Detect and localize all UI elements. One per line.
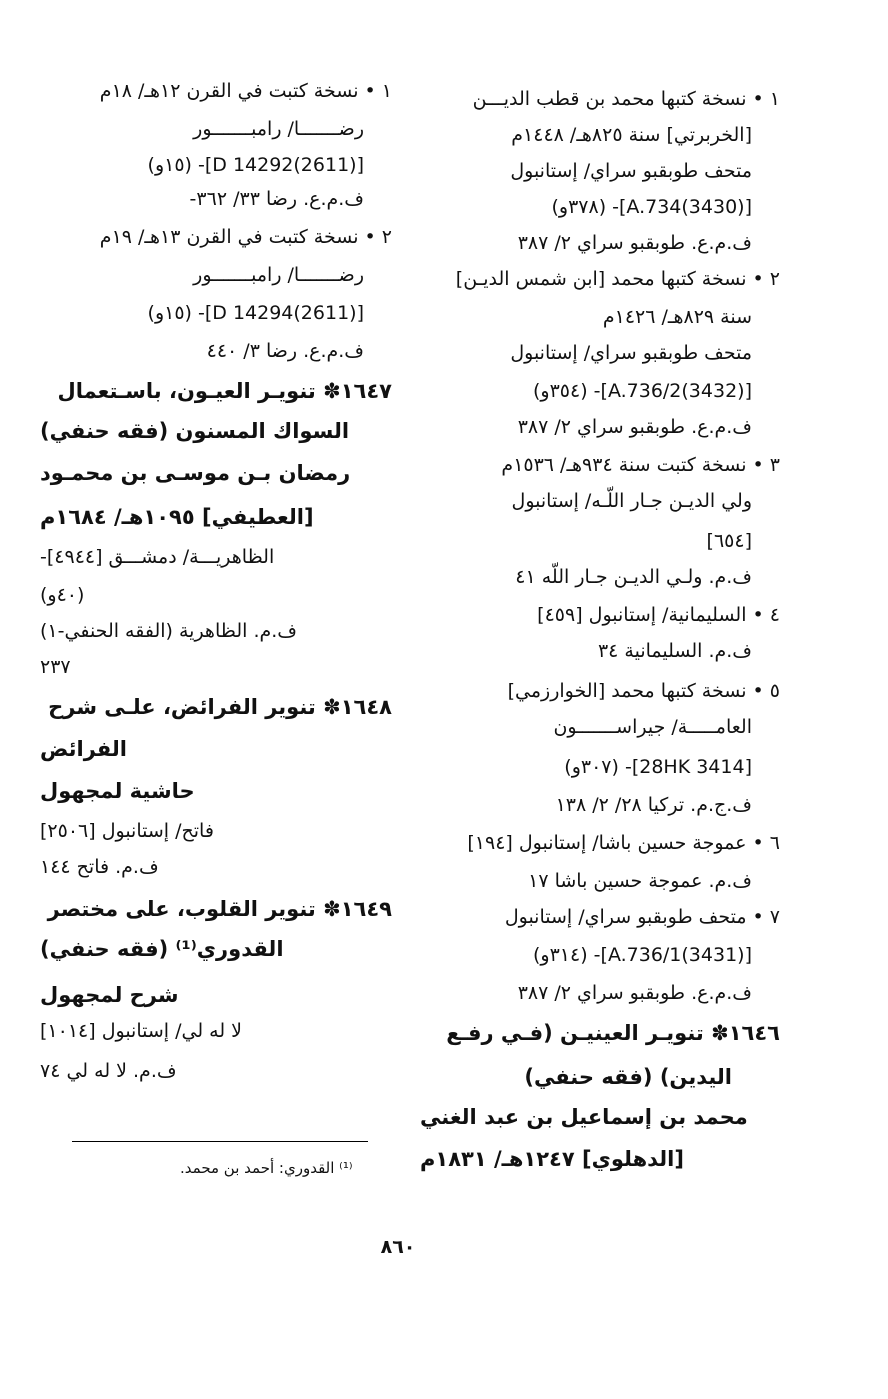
entry-text-line: [28HK 3414]- (٣٠٧و) bbox=[564, 756, 752, 778]
entry-text-line: ٢٣٧ bbox=[40, 656, 71, 678]
entry-heading-line: القدوري⁽¹⁾ (فقه حنفي) bbox=[40, 937, 284, 961]
entry-text-line: ف.م.ع. طوبقبو سراي ٢/ ٣٨٧ bbox=[517, 232, 752, 254]
entry-text-line: فاتح/ إستانبول [٢٥٠٦] bbox=[40, 820, 214, 842]
entry-text-line: رضـــــــا/ رامبـــــــور bbox=[193, 264, 364, 286]
entry-text-line: ١ • نسخة كتبها محمد بن قطب الديـــن bbox=[472, 88, 780, 110]
entry-heading-line: [العطيفي] ١٠٩٥هـ/ ١٦٨٤م bbox=[40, 505, 314, 529]
entry-text-line: سنة ٨٢٩هـ/ ١٤٢٦م bbox=[602, 306, 752, 328]
entry-text-line: [٦٥٤] bbox=[706, 530, 752, 552]
entry-text-line: ف.م.ع. طوبقبو سراي ٢/ ٣٨٧ bbox=[517, 416, 752, 438]
entry-text-line: ف.م. فاتح ١٤٤ bbox=[40, 856, 159, 878]
entry-text-line: [A.734(3430)]- (٣٧٨و) bbox=[551, 196, 752, 218]
entry-text-line: ف.م. الظاهرية (الفقه الحنفي-١) bbox=[40, 620, 297, 642]
entry-heading-line: [الدهلوي] ١٢٤٧هـ/ ١٨٣١م bbox=[420, 1147, 684, 1171]
entry-heading-line: ١٦٤٧✽ تنويـر العيـون، باسـتعمال bbox=[57, 379, 392, 403]
entry-text-line: العامـــــة/ جيراســـــــون bbox=[553, 716, 752, 738]
entry-text-line: الظاهريـــة/ دمشـــق [٤٩٤٤]- bbox=[40, 546, 275, 568]
entry-text-line: [D 14294(2611)]- (١٥و) bbox=[147, 302, 364, 324]
entry-text-line: رضـــــــا/ رامبـــــــور bbox=[193, 118, 364, 140]
entry-text-line: ٢ • نسخة كتبها محمد [ابن شمس الديـن] bbox=[455, 268, 780, 290]
entry-text-line: لا له لي/ إستانبول [١٠١٤] bbox=[40, 1020, 243, 1042]
entry-heading-line: ١٦٤٨✽ تنوير الفرائض، علـى شرح bbox=[48, 695, 392, 719]
entry-heading-line: شرح لمجهول bbox=[40, 983, 179, 1007]
entry-text-line: ف.م. السليمانية ٣٤ bbox=[597, 640, 752, 662]
footnote: ⁽¹⁾ القدوري: أحمد بن محمد. bbox=[180, 1159, 353, 1177]
entry-text-line: ٥ • نسخة كتبها محمد [الخوارزمي] bbox=[507, 680, 780, 702]
entry-heading-line: ١٦٤٦✽ تنويـر العينيـن (فـي رفـع bbox=[446, 1021, 780, 1045]
entry-text-line: [A.736/1(3431)]- (٣١٤و) bbox=[532, 944, 752, 966]
entry-text-line: ٤ • السليمانية/ إستانبول [٤٥٩] bbox=[537, 604, 780, 626]
entry-text-line: متحف طوبقبو سراي/ إستانبول bbox=[510, 342, 752, 364]
entry-text-line: ف.م.ع. طوبقبو سراي ٢/ ٣٨٧ bbox=[517, 982, 752, 1004]
entry-heading-line: حاشية لمجهول bbox=[40, 779, 195, 803]
entry-text-line: ف.م.ع. رضا ٣٣/ ٣٦٢- bbox=[189, 188, 364, 210]
entry-text-line: [A.736/2(3432)]- (٣٥٤و) bbox=[532, 380, 752, 402]
entry-text-line: ف.م. ولـي الديـن جـار اللّه ٤١ bbox=[515, 566, 752, 588]
entry-heading-line: الفرائض bbox=[40, 737, 127, 761]
entry-heading-line: ١٦٤٩✽ تنوير القلوب، على مختصر bbox=[47, 897, 392, 921]
footnote-rule bbox=[72, 1141, 368, 1142]
entry-heading-line: رمضان بـن موسـى بن محمـود bbox=[40, 461, 351, 485]
entry-text-line: ٢ • نسخة كتبت في القرن ١٣هـ/ ١٩م bbox=[99, 226, 392, 248]
entry-heading-line: السواك المسنون (فقه حنفي) bbox=[40, 419, 350, 443]
entry-heading-line: اليدين) (فقه حنفي) bbox=[524, 1065, 732, 1089]
entry-text-line: ١ • نسخة كتبت في القرن ١٢هـ/ ١٨م bbox=[99, 80, 392, 102]
entry-text-line: ف.م. عموجة حسين باشا ١٧ bbox=[528, 870, 752, 892]
entry-text-line: [D 14292(2611)]- (١٥و) bbox=[147, 154, 364, 176]
entry-text-line: ف.م. لا له لي ٧٤ bbox=[40, 1060, 177, 1082]
entry-text-line: ٣ • نسخة كتبت سنة ٩٣٤هـ/ ١٥٣٦م bbox=[501, 454, 780, 476]
entry-text-line: متحف طوبقبو سراي/ إستانبول bbox=[510, 160, 752, 182]
entry-heading-line: محمد بن إسماعيل بن عبد الغني bbox=[420, 1105, 748, 1129]
entry-text-line: ف.م.ع. رضا ٣/ ٤٤٠ bbox=[206, 340, 364, 362]
page-number: ٨٦٠ bbox=[380, 1236, 416, 1258]
entry-text-line: ولي الديـن جـار اللّـه/ إستانبول bbox=[511, 490, 752, 512]
entry-text-line: [الخربرتي] سنة ٨٢٥هـ/ ١٤٤٨م bbox=[511, 124, 752, 146]
entry-text-line: (٤٠و) bbox=[40, 584, 85, 606]
entry-text-line: ف.ج.م. تركيا ٢٨/ ٢/ ١٣٨ bbox=[555, 794, 752, 816]
entry-text-line: ٧ • متحف طوبقبو سراي/ إستانبول bbox=[504, 906, 780, 928]
entry-text-line: ٦ • عموجة حسين باشا/ إستانبول [١٩٤] bbox=[467, 832, 780, 854]
